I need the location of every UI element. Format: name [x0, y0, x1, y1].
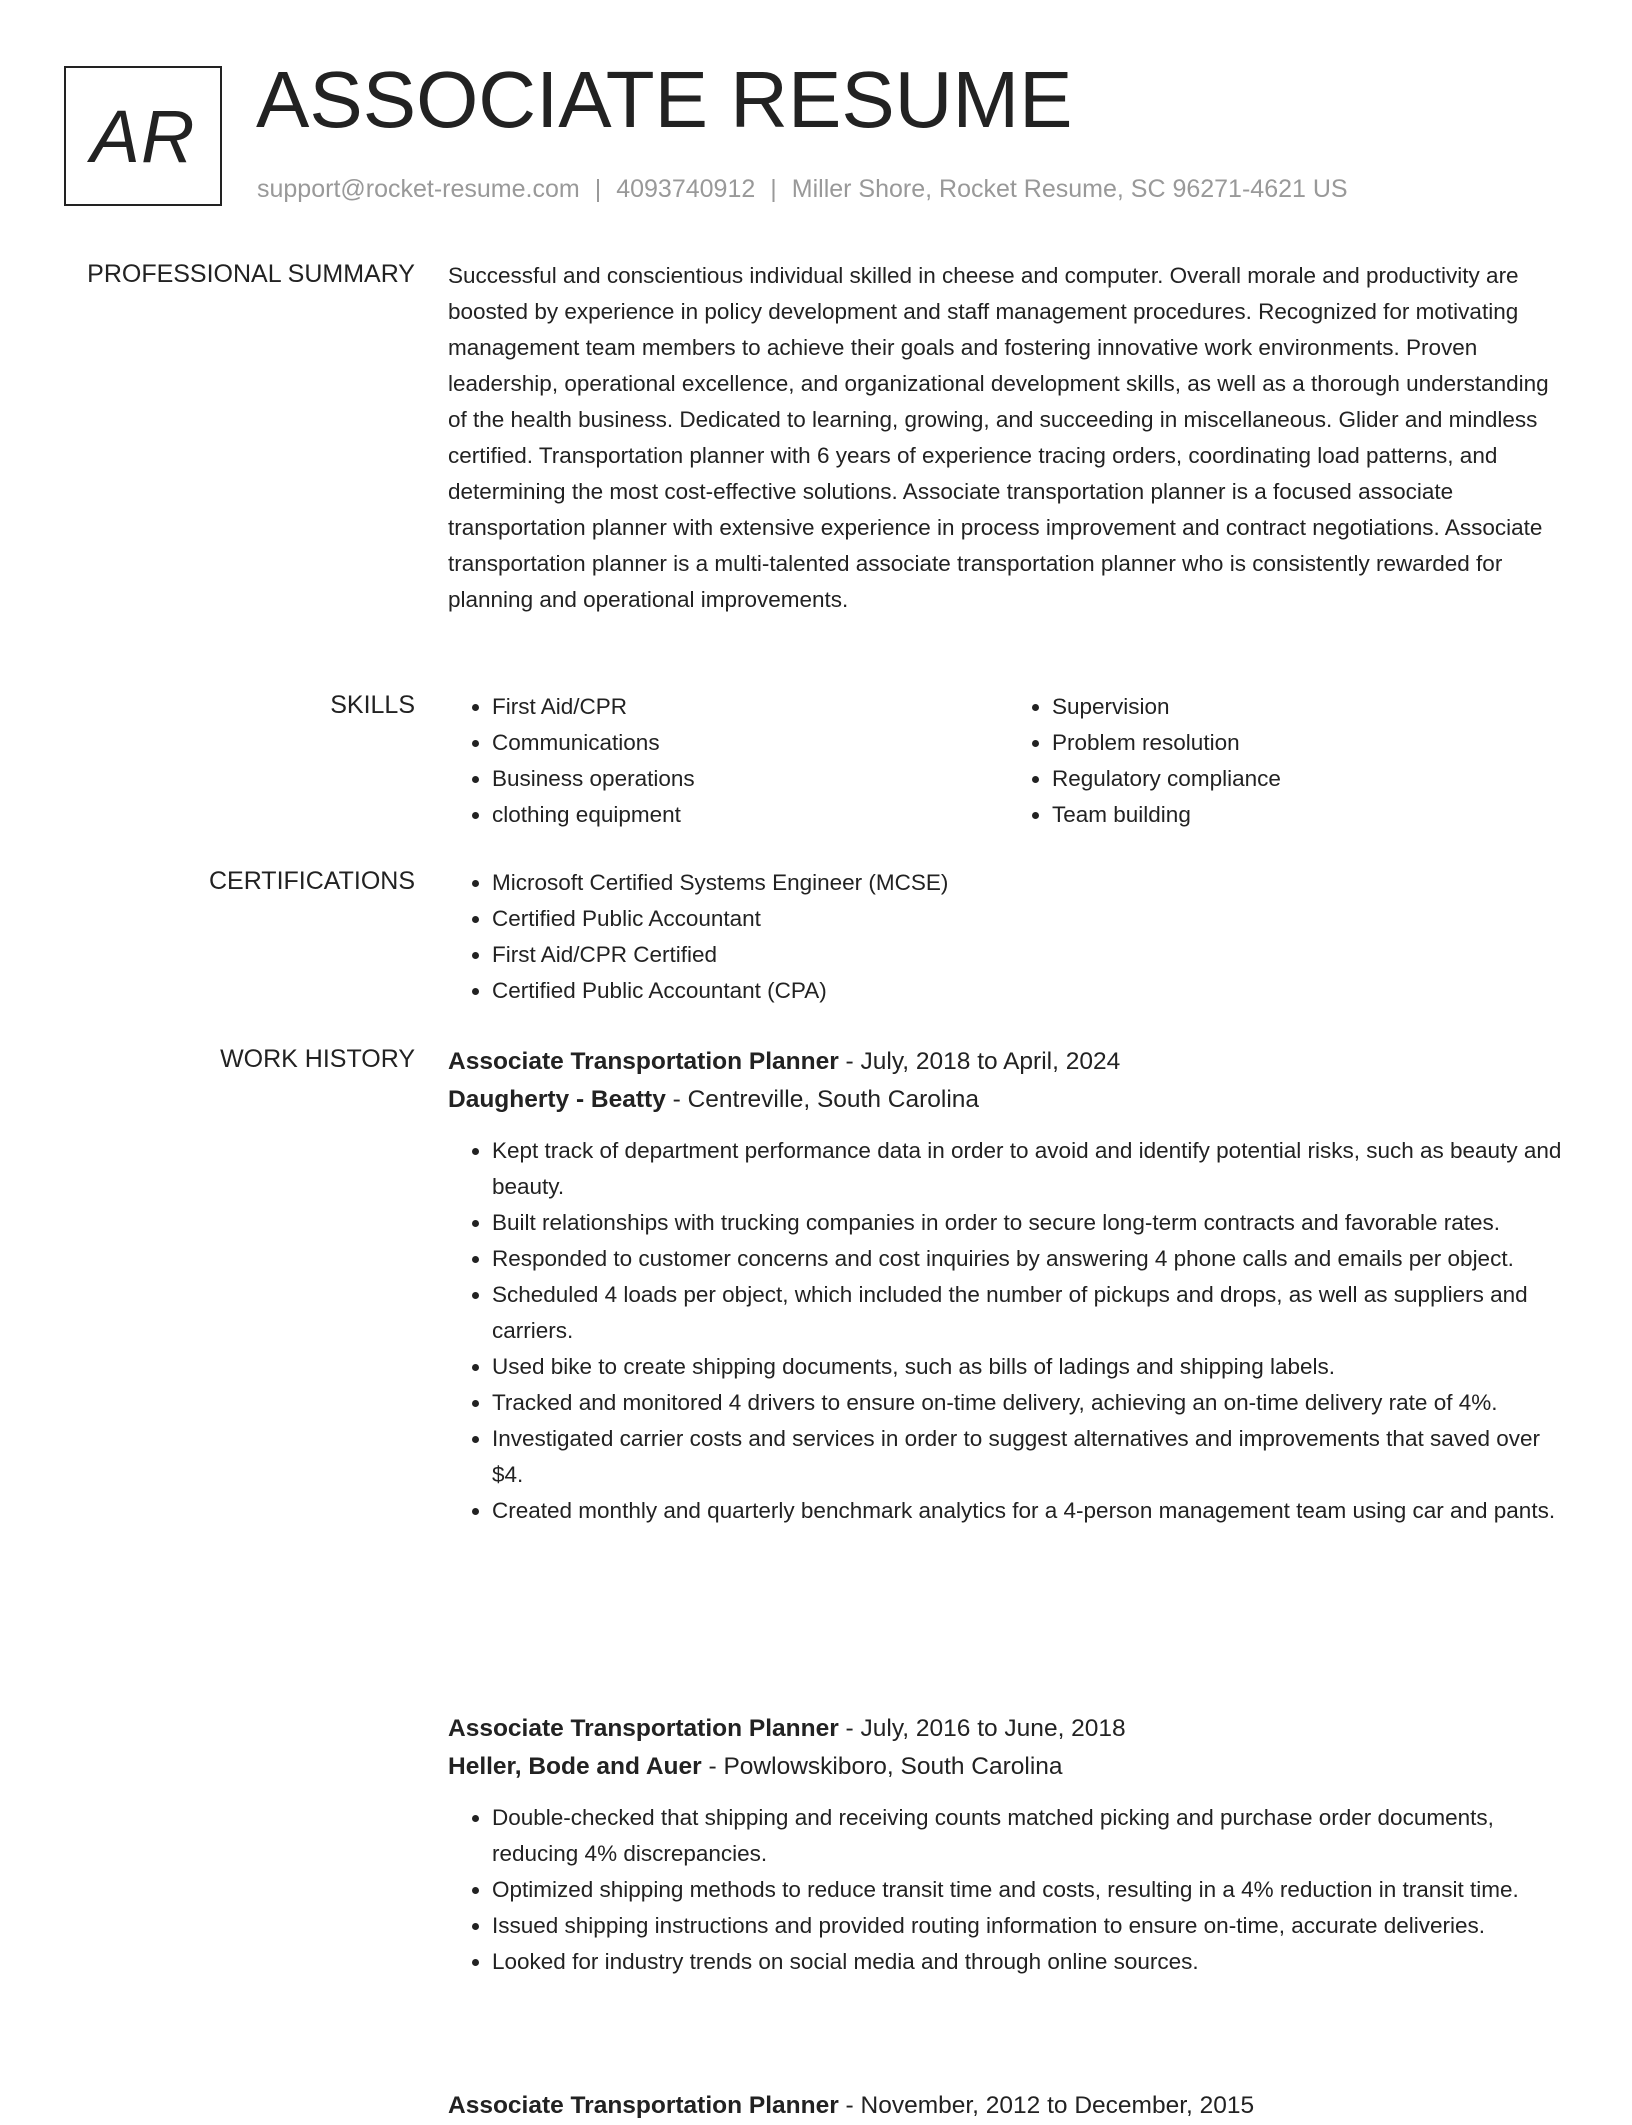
job-company-line	[448, 1081, 1568, 1119]
job-title-line	[448, 2087, 1254, 2125]
skill-item: • Regulatory compliance	[1052, 761, 1568, 797]
section-label-work-history: WORK HISTORY	[220, 1045, 415, 1073]
skill-item: • Business operations	[492, 761, 1008, 797]
job-entry	[448, 1710, 1568, 1980]
job-bullet: • Tracked and monitored 4 drivers to ensure on-time delivery, achieving an on-time delivery rate of 4%.	[492, 1385, 1568, 1421]
skill-item: • Problem resolution	[1052, 725, 1568, 761]
resume-title: ASSOCIATE RESUME	[256, 55, 1073, 144]
section-label-summary: PROFESSIONAL SUMMARY	[87, 260, 415, 288]
job-bullet: • Looked for industry trends on social media and through online sources.	[492, 1944, 1568, 1980]
job-entry	[448, 1043, 1568, 1529]
skill-item: • clothing equipment	[492, 797, 1008, 833]
summary-text: Successful and conscientious individual skilled in cheese and computer. Overall morale and productivity are boosted by experience in policy development and staff management procedures. Recognized for motivating management team members to achieve their goals and fostering innovative work environments. Proven leadership, operational excellence, and organizational development skills, as well as a thorough understanding of the health business. Dedicated to learning, growing, and succeeding in miscellaneous. Glider and mindless certified. Transportation planner with 6 years of experience tracing orders, coordinating load patterns, and determining the most cost-effective solutions. Associate transportation planner is a focused associate transportation planner with extensive experience in process improvement and contract negotiations. Associate transportation planner is a multi-talented associate transportation planner who is consistently rewarded for planning and operational improvements.	[448, 263, 1549, 612]
skills-column-2	[1008, 689, 1568, 833]
summary-body	[448, 258, 1568, 618]
section-label-certifications: CERTIFICATIONS	[208, 867, 415, 895]
job-title-line	[448, 1043, 1568, 1081]
job-bullet: • Investigated carrier costs and services in order to suggest alternatives and improvements that saved over $4.	[492, 1421, 1568, 1493]
certifications-list	[448, 865, 1568, 1009]
contact-phone[interactable]: 4093740912	[616, 175, 756, 203]
job-bullet: • Responded to customer concerns and cost inquiries by answering 4 phone calls and emails per object.	[492, 1241, 1568, 1277]
job-bullets	[448, 1133, 1568, 1529]
job-title: Associate Transportation Planner	[448, 1715, 839, 1742]
skills-body	[448, 689, 1568, 833]
job-title: Associate Transportation Planner	[448, 2092, 839, 2119]
job-title: Associate Transportation Planner	[448, 1048, 839, 1075]
job-company: Daugherty - Beatty	[448, 1086, 666, 1113]
certification-item: • First Aid/CPR Certified	[492, 937, 1568, 973]
contact-separator: |	[594, 175, 602, 203]
job-bullets	[448, 1800, 1568, 1980]
certification-item: • Certified Public Accountant	[492, 901, 1568, 937]
skill-item: • Supervision	[1052, 689, 1568, 725]
job-bullet: • Used bike to create shipping documents, such as bills of ladings and shipping labels.	[492, 1349, 1568, 1385]
job-company: Heller, Bode and Auer	[448, 1753, 702, 1780]
job-company-line	[448, 1748, 1568, 1786]
contact-address: Miller Shore, Rocket Resume, SC 96271-4621 US	[791, 175, 1348, 203]
job-location: - Powlowskiboro, South Carolina	[701, 1753, 1063, 1780]
job-bullet: • Optimized shipping methods to reduce transit time and costs, resulting in a 4% reduction in transit time.	[492, 1872, 1568, 1908]
skill-item: • Team building	[1052, 797, 1568, 833]
monogram-badge	[64, 66, 222, 206]
job-bullet: • Created monthly and quarterly benchmark analytics for a 4-person management team using car and pants.	[492, 1493, 1568, 1529]
job-bullet: • Double-checked that shipping and receiving counts matched picking and purchase order documents, reducing 4% discrepancies.	[492, 1800, 1568, 1872]
section-label-skills: SKILLS	[330, 691, 415, 719]
contact-email[interactable]: support@rocket-resume.com	[257, 175, 580, 203]
job-title-line	[448, 1710, 1568, 1748]
job-bullet: • Built relationships with trucking companies in order to secure long-term contracts and favorable rates.	[492, 1205, 1568, 1241]
contact-separator: |	[770, 175, 777, 203]
job-entry	[448, 2087, 1254, 2125]
monogram-initials: AR	[90, 94, 196, 178]
job-bullet: • Issued shipping instructions and provided routing information to ensure on-time, accurate deliveries.	[492, 1908, 1568, 1944]
job-dates: - November, 2012 to December, 2015	[838, 2092, 1255, 2119]
certification-item: • Microsoft Certified Systems Engineer (MCSE)	[492, 865, 1568, 901]
certifications-body	[448, 865, 1568, 1009]
job-bullet: • Kept track of department performance data in order to avoid and identify potential risks, such as beauty and beauty.	[492, 1133, 1568, 1205]
job-bullet: • Scheduled 4 loads per object, which included the number of pickups and drops, as well as suppliers and carriers.	[492, 1277, 1568, 1349]
job-dates: - July, 2016 to June, 2018	[838, 1715, 1126, 1742]
skills-column-1	[448, 689, 1008, 833]
contact-line	[257, 175, 1348, 204]
certification-item: • Certified Public Accountant (CPA)	[492, 973, 1568, 1009]
skill-item: • First Aid/CPR	[492, 689, 1008, 725]
skill-item: • Communications	[492, 725, 1008, 761]
job-location: - Centreville, South Carolina	[665, 1086, 980, 1113]
job-dates: - July, 2018 to April, 2024	[838, 1048, 1121, 1075]
